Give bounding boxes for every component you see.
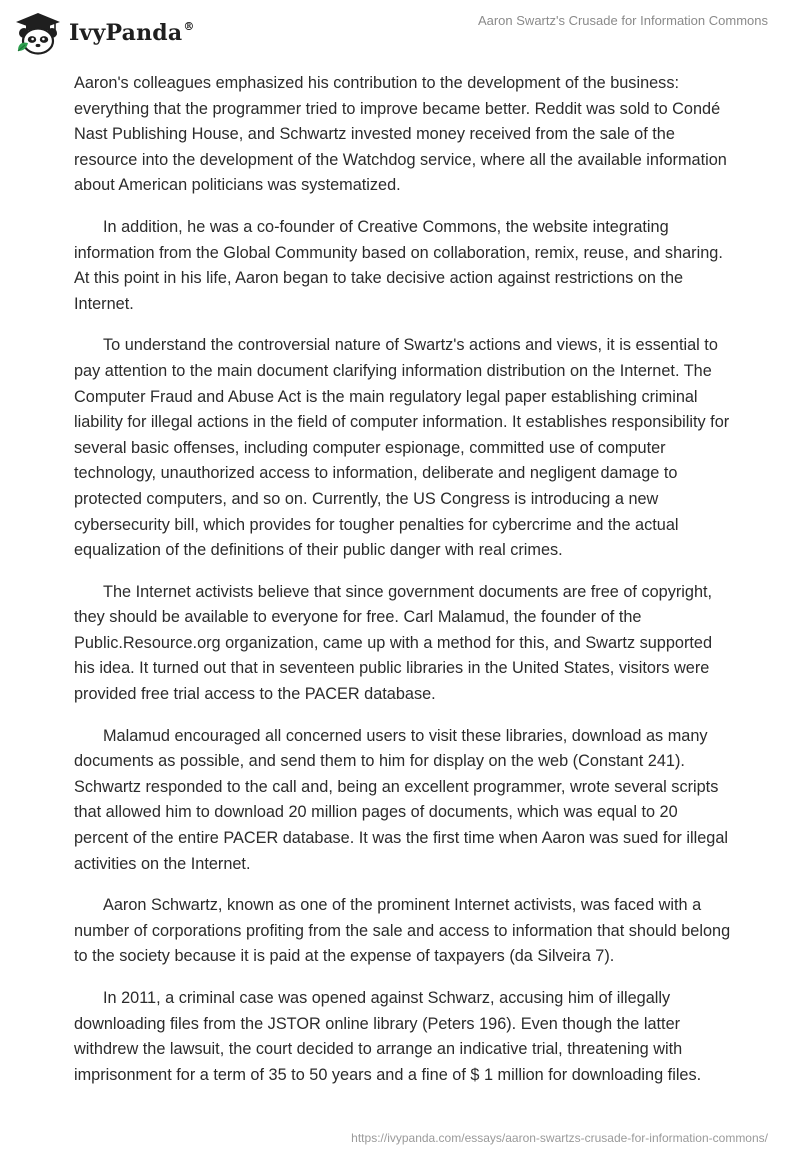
paragraph-5: Malamud encouraged all concerned users to visit these libraries, download as many documents as possible, and send them to him for display on the web (Constant 241). Schwartz responded to the call and, being an excellent programmer, wrote several scripts that allowed him to download 20 million pages of documents, which was equal to 20 percent of the entire PACER database. It was the first time when Aaron was sued for illegal activities on the Internet.	[74, 726, 728, 873]
essay-body	[74, 71, 734, 1104]
paragraph-1: Aaron's colleagues emphasized his contribution to the development of the business: everything that the programmer tried to improve became better. Reddit was sold to Condé Nast Publishing House, and Schwartz invested money received from the sale of the resource into the development of the Watchdog service, where all the available information about American politicians was systematized.	[74, 74, 727, 195]
source-url-link[interactable]: https://ivypanda.com/essays/aaron-swartzs-crusade-for-information-commons/	[351, 1131, 768, 1145]
paragraph-3: To understand the controversial nature of Swartz's actions and views, it is essential to pay attention to the main document clarifying information distribution on the Internet. The Computer Fraud and Abuse Act is the main regulatory legal paper establishing criminal liability for illegal actions in the field of computer information. It establishes responsibility for several basic offenses, including computer espionage, committed use of computer technology, unauthorized access to information, deliberate and negligent damage to protected computers, and so on. Currently, the US Congress is introducing a new cybersecurity bill, which provides for tougher penalties for cybercrime and the actual equalization of the definitions of their public danger with real crimes.	[74, 336, 730, 560]
paragraph-4: The Internet activists believe that since government documents are free of copyright, they should be available to everyone for free. Carl Malamud, the founder of the Public.Resource.org organization, came up with a method for this, and Swartz supported his idea. It turned out that in seventeen public libraries in the United States, visitors were provided free trial access to the PACER database.	[74, 582, 713, 704]
ivypanda-logo-icon	[14, 11, 62, 55]
brand-name: IvyPanda®	[69, 19, 195, 46]
paragraph-7: In 2011, a criminal case was opened against Schwarz, accusing him of illegally downloading files from the JSTOR online library (Peters 196). Even though the latter withdrew the lawsuit, the court decided to arrange an indicative trial, threatening with imprisonment for a term of 35 to 50 years and a fine of $ 1 million for downloading files.	[74, 989, 702, 1084]
paragraph-6: Aaron Schwartz, known as one of the prominent Internet activists, was faced with a number of corporations profiting from the sale and access to information that should belong to the society because it is paid at the expense of taxpayers (da Silveira 7).	[74, 896, 731, 966]
paragraph-2: In addition, he was a co-founder of Creative Commons, the website integrating information from the Global Community based on collaboration, remix, reuse, and sharing. At this point in his life, Aaron began to take decisive action against restrictions on the Internet.	[74, 217, 723, 313]
document-title: Aaron Swartz's Crusade for Information Commons	[477, 13, 768, 28]
registered-mark: ®	[183, 19, 195, 33]
brand-logo[interactable]	[14, 11, 195, 55]
